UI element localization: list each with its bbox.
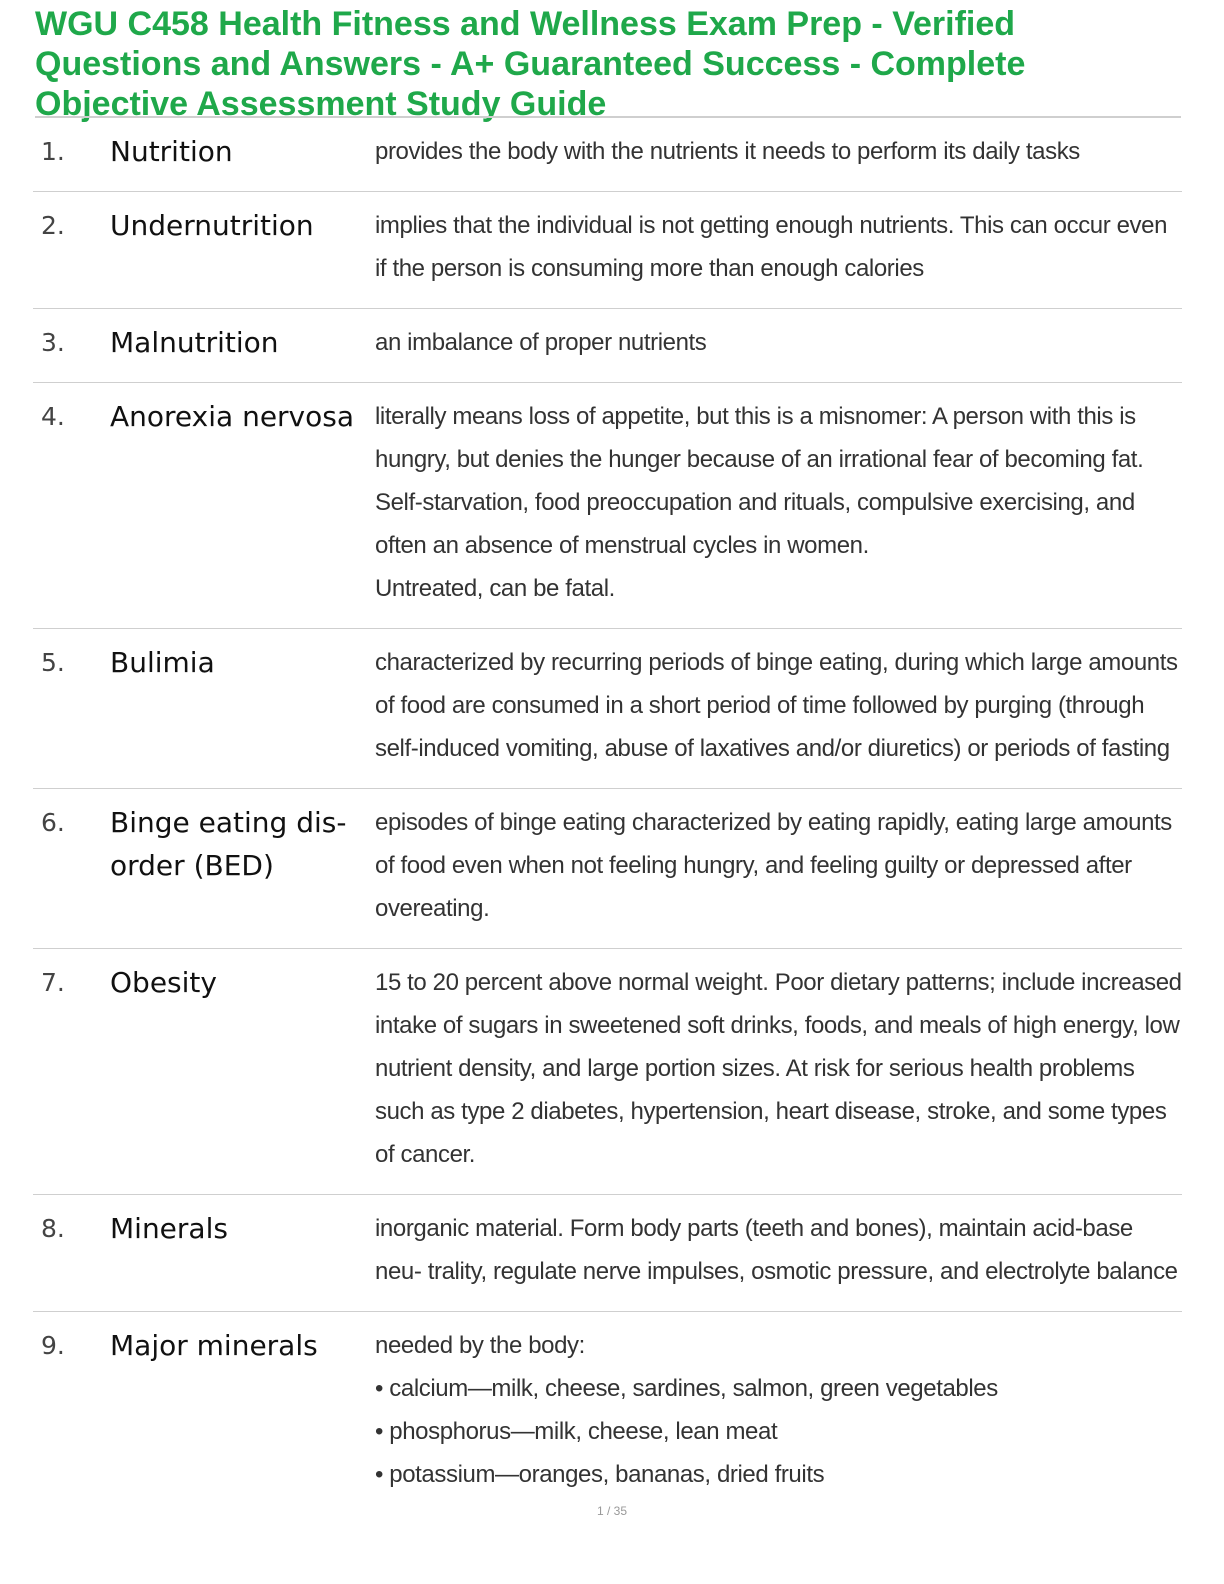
term-name: Malnutrition [110,326,279,359]
term-definition [375,1207,1182,1293]
definition-line: literally means loss of appetite, but this is a misnomer: A person with this is hungry, but denies the hunger because of an irrational fear of becoming fat. Self-starvation, food preoccupation and rituals, compulsive exercising, and often an absence of menstrual cycles in women. [375,403,1144,559]
definition-line: inorganic material. Form body parts (teeth and bones), maintain acid-base neu- trality, regulate nerve impulses, osmotic pressure, and electrolyte balance [375,1215,1178,1285]
term-number: 8. [41,1214,65,1243]
term-number: 6. [41,808,65,837]
term-row-6 [33,789,1182,949]
term-number: 7. [41,968,65,997]
definition-line: implies that the individual is not getting enough nutrients. This can occur even if the person is consuming more than enough calories [375,212,1168,282]
term-row-3 [33,309,1182,383]
document-title: WGU C458 Health Fitness and Wellness Exam Prep - Verified Questions and Answers - A+ Guaranteed Success - Complete Objective Assessment Study Guide [35,5,1026,123]
term-row-1 [33,118,1182,192]
term-row-9 [33,1312,1182,1514]
term-definition [375,395,1182,610]
definition-line: needed by the body: [375,1332,585,1359]
term-definition [375,204,1182,290]
page-indicator: 1 / 35 [596,1504,628,1518]
term-row-2 [33,192,1182,309]
definition-line: Untreated, can be fatal. [375,575,615,602]
definition-bullet: • phosphorus—milk, cheese, lean meat [375,1418,778,1445]
term-definition [375,801,1182,930]
term-number: 5. [41,648,65,677]
definition-line: episodes of binge eating characterized by eating rapidly, eating large amounts of food even when not feeling hungry, and feeling guilty or depressed after overeating. [375,809,1172,922]
term-definition [375,641,1182,770]
term-name: Minerals [110,1212,228,1245]
term-name: Obesity [110,966,217,999]
term-row-5 [33,629,1182,789]
term-number: 2. [41,211,65,240]
term-definition [375,130,1182,173]
term-definition [375,961,1182,1176]
term-name: Anorexia nervosa [110,400,355,433]
term-name: Undernutrition [110,209,314,242]
term-number: 4. [41,402,65,431]
term-definition [375,321,1182,364]
term-name: Nutrition [110,135,233,168]
term-row-7 [33,949,1182,1195]
definition-line: 15 to 20 percent above normal weight. Poor dietary patterns; include increased intake of sugars in sweetened soft drinks, foods, and meals of high energy, low nutrient density, and large portion sizes. At risk for serious health problems such as type 2 diabetes, hypertension, heart disease, stroke, and some types of cancer. [375,969,1182,1168]
term-name: Binge eating dis- order (BED) [110,806,347,882]
term-list [33,118,1182,1514]
definition-bullet: • calcium—milk, cheese, sardines, salmon, green vegetables [375,1375,998,1402]
term-number: 3. [41,328,65,357]
term-name: Bulimia [110,646,215,679]
term-number: 1. [41,137,65,166]
definition-line: characterized by recurring periods of binge eating, during which large amounts of food are consumed in a short period of time followed by purging (through self-induced vomiting, abuse of laxatives and/or diuretics) or periods of fasting [375,649,1178,762]
definition-bullet: • potassium—oranges, bananas, dried fruits [375,1461,825,1488]
term-row-8 [33,1195,1182,1312]
term-row-4 [33,383,1182,629]
definition-line: an imbalance of proper nutrients [375,329,707,356]
definition-line: provides the body with the nutrients it needs to perform its daily tasks [375,138,1080,165]
term-number: 9. [41,1331,65,1360]
term-definition [375,1324,1182,1496]
term-name: Major minerals [110,1329,318,1362]
